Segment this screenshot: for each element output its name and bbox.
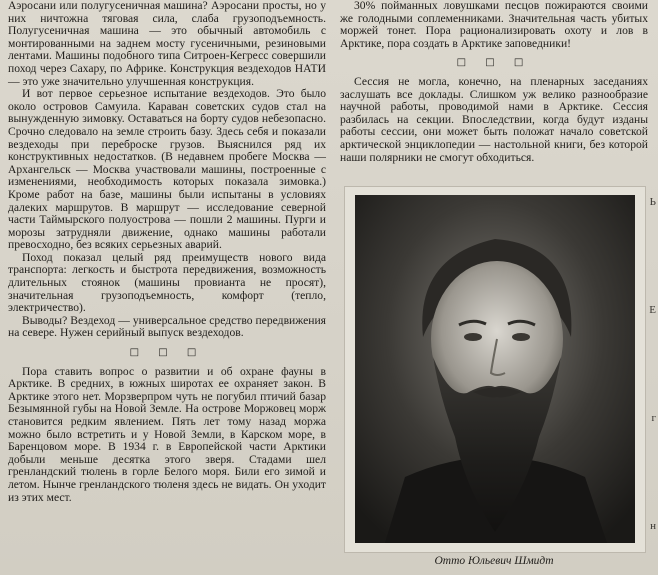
photo-caption: Отто Юльевич Шмидт bbox=[434, 555, 554, 567]
left-column bbox=[8, 0, 326, 504]
section-separator: □ □ □ bbox=[456, 57, 532, 69]
right-column bbox=[340, 0, 648, 164]
edge-mark: Е bbox=[649, 304, 656, 316]
edge-mark: г bbox=[651, 412, 656, 424]
edge-mark: н bbox=[650, 520, 656, 532]
paragraph: Выводы? Вездеход — универсальное средство передвижения на севере. Нужен серийный выпуск вездеходов. bbox=[8, 313, 326, 340]
portrait-photo bbox=[344, 186, 646, 553]
paragraph: Пора ставить вопрос о развитии и об охране фауны в Арктике. В средних, в южных широтах ее охраняет закон. В Арктике этого нет. Морзверпром чуть не погубил птичий базар Безымянной губы на Новой Земле. На острове Моржовец морж становится редким явлением. Пять лет тому назад моржа можно было встретить и у Новой Земли, в Карском море, в Баренцовом море. В 1934 г. в Европейской части Арктики добыли меньше десятка этого зверя. Стадами шел гренландский тюлень в горле Белого моря. Били его зимой и летом. Нынче гренландского тюленя здесь не видать. Он уходит из этих мест. bbox=[8, 364, 326, 504]
section-separator: □ □ □ bbox=[129, 347, 205, 359]
paragraph: И вот первое серьезное испытание вездеходов. Это было около островов Самуила. Караван советских судов стал на вынужденную зимовку. Оставаться на борту судов небезопасно. Срочно следовало на земле строить базу. Здесь себя и показали вездеходы при переброске грузов. Выяснился ряд их конструктивных недостатков. (В недавнем пробеге Москва — Архангельск — Москва участвовали машины, построенные с изменениями, необходимость которых показала зимовка.) Кроме работ на базе, машины были испытаны в условиях далеких маршрутов. В маршрут — исследование северной части Таймырского полуострова — пошли 2 машины. Пурги и морозы затрудняли движение, однако машины работали превосходно, без всяких серьезных аварий. bbox=[8, 87, 326, 252]
edge-mark: Ь bbox=[649, 196, 656, 208]
paragraph: 30% пойманных ловушками песцов пожираются своими же голодными соплеменниками. Значительная часть убитых моржей тонет. Пора рационализировать охоту и лов в Арктике, пора создать в Арктике заповедники! bbox=[340, 0, 648, 50]
portrait-image bbox=[345, 187, 645, 552]
paragraph: Поход показал целый ряд преимуществ нового вида транспорта: легкость и быстрота передвижения, возможность длительных стоянок (машины провианта не просят), значительная грузоподъемность, комфорт (тепло, электричество). bbox=[8, 250, 326, 315]
paragraph: Аэросани или полугусеничная машина? Аэросани просты, но у них ничтожна тяговая сила, слаба грузоподъемность. Полугусеничная машина — это обычный автомобиль с монтированными на заднем мосту гусеничными, резиновыми лентами. Машины подобного типа Ситроен-Кегресс совершили поход через Сахару, по Африке. Конструкция вездеходов НАТИ — это уже значительно улучшенная конструкция. bbox=[8, 0, 326, 88]
paragraph: Сессия не могла, конечно, на пленарных заседаниях заслушать все доклады. Слишком уж велико разнообразие научной работы, проводимой нами в Арктике. Сессия разбилась на секции. Впоследствии, когда будут изданы работы сессии, они может быть положат начало советской арктической энциклопедии — настольной книги, без которой наши полярники не смогут обходиться. bbox=[340, 74, 648, 164]
